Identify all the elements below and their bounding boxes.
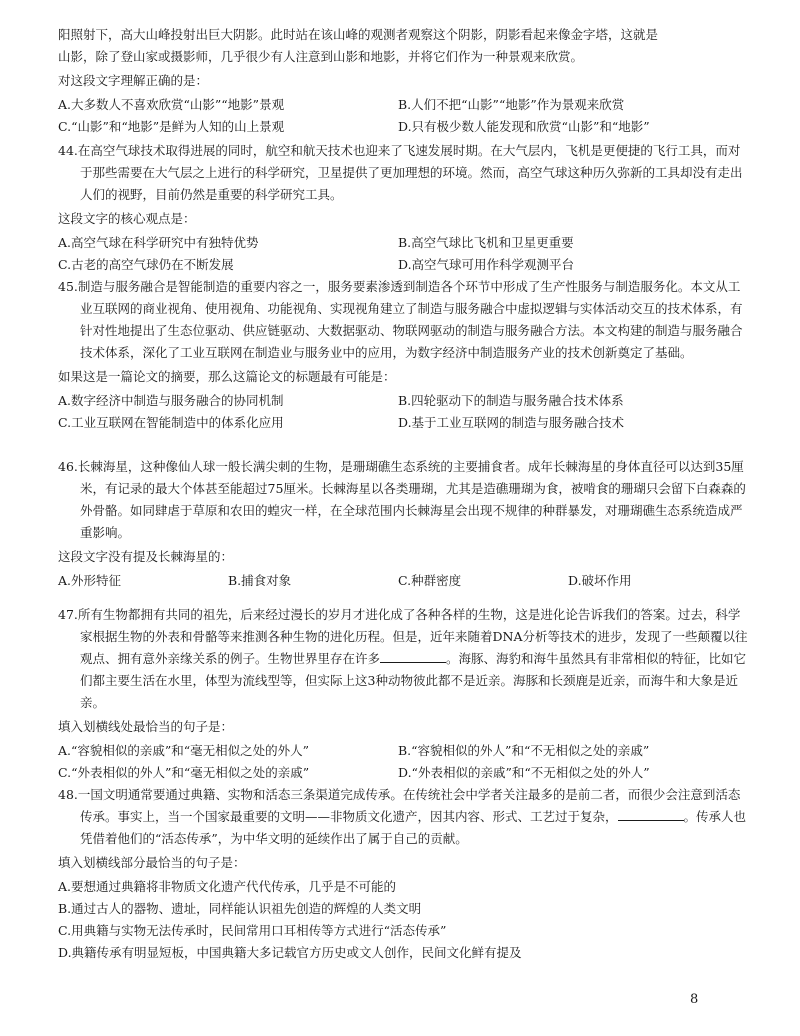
- question-stem: 46.长棘海星，这种像仙人球一般长满尖刺的生物，是珊瑚礁生态系统的主要捕食者。成年长棘海星的身体直径可以达到35厘米，有记录的最大个体甚至能超过75厘米。长棘海星以各类珊瑚，尤其是造礁珊瑚为食，被啃食的珊瑚只会留下白森森的外骨骼。如同肆虐于草原和农田的蝗灾一样，在全球范围内长棘海星会出现不规律的种群暴发，对珊瑚礁生态系统造成严重影响。: [58, 459, 746, 540]
- option-c[interactable]: C.古老的高空气球仍在不断发展: [58, 257, 234, 272]
- question-prompt: 对这段文字理解正确的是：: [58, 73, 209, 88]
- option-c[interactable]: C.“外表相似的外人”和“毫无相似之处的亲戚”: [58, 765, 310, 780]
- answer-options: [58, 572, 748, 590]
- question-prompt: 这段文字的核心观点是：: [58, 211, 196, 226]
- option-b[interactable]: B.捕食对象: [228, 573, 292, 588]
- fill-blank: [618, 808, 684, 821]
- option-b[interactable]: B.通过古人的器物、遗址，同样能认识祖先创造的辉煌的人类文明: [58, 901, 422, 916]
- question-prompt: 这段文字没有提及长棘海星的：: [58, 549, 234, 564]
- stem-text: 。海豚、海豹和海牛虽然具有非常相似的特征，比如它们都主要生活在水里，体型为流线型等，但实际上这3种动物彼此都不是近亲。海豚和长颈鹿是近亲，而海牛和大象是近亲。: [80, 651, 747, 710]
- question-43-continuation: [58, 24, 748, 136]
- option-b[interactable]: B.四轮驱动下的制造与服务融合技术体系: [398, 393, 624, 408]
- option-c[interactable]: C.工业互联网在智能制造中的体系化应用: [58, 415, 284, 430]
- question-stem: 45.制造与服务融合是智能制造的重要内容之一，服务要素渗透到制造各个环节中形成了生产性服务与制造服务化。本文从工业互联网的商业视角、使用视角、功能视角、实现视角建立了制造与服务融合中虚拟逻辑与实体活动交互的技术体系，有针对性地提出了生态位驱动、供应链驱动、大数据驱动、物联网驱动的制造与服务融合方法。本文构建的制造与服务融合技术体系，深化了工业互联网在制造业与服务业中的应用，为数字经济中制造服务产业的技术创新奠定了基础。: [58, 279, 743, 360]
- question-stem: 44.在高空气球技术取得进展的同时，航空和航天技术也迎来了飞速发展时期。在大气层内，飞机是更便捷的飞行工具，而对于那些需要在大气层之上进行的科学研究，卫星提供了更加理想的环境。然而，高空气球这种历久弥新的工具却没有走出人们的视野，目前仍然是重要的科学研究工具。: [58, 143, 743, 202]
- option-a[interactable]: A.外形特征: [58, 573, 122, 588]
- answer-options: [58, 878, 748, 962]
- option-d[interactable]: D.破坏作用: [568, 573, 632, 588]
- answer-options: [58, 234, 748, 274]
- option-a[interactable]: A.数字经济中制造与服务融合的协同机制: [58, 393, 284, 408]
- option-a[interactable]: A.大多数人不喜欢欣赏“山影”“地影”景观: [58, 97, 285, 112]
- question-prompt: 填入划横线处最恰当的句子是：: [58, 719, 234, 734]
- question-45: [58, 276, 748, 432]
- option-b[interactable]: B.人们不把“山影”“地影”作为景观来欣赏: [398, 97, 625, 112]
- option-a[interactable]: A.要想通过典籍将非物质文化遗产代代传承，几乎是不可能的: [58, 879, 397, 894]
- question-47: [58, 604, 748, 782]
- passage-line: 山影，除了登山家或摄影师，几乎很少有人注意到山影和地影，并将它们作为一种景观来欣赏。: [58, 49, 584, 64]
- question-stem: [58, 604, 748, 714]
- stem-text: 47.所有生物都拥有共同的祖先，后来经过漫长的岁月才进化成了各种各样的生物，这是进化论告诉我们的答案。过去，科学家根据生物的外表和骨骼等来推测各种生物的进化历程。但是，近年来随着DNA分析等技术的进步，发现了一些颠覆以往观点、拥有意外亲缘关系的例子。生物世界里存在许多: [58, 607, 748, 666]
- passage-line: 阳照射下，高大山峰投射出巨大阴影。此时站在该山峰的观测者观察这个阴影，阴影看起来像金字塔，这就是: [58, 27, 659, 42]
- option-b[interactable]: B.“容貌相似的外人”和“不无相似之处的亲戚”: [398, 743, 650, 758]
- option-c[interactable]: C.“山影”和“地影”是鲜为人知的山上景观: [58, 119, 285, 134]
- option-c[interactable]: C.种群密度: [398, 573, 462, 588]
- stem-text: 48.一国文明通常要通过典籍、实物和活态三条渠道完成传承。在传统社会中学者关注最多的是前二者，而很少会注意到活态传承。事实上，当一个国家最重要的文明——非物质文化遗产，因其内容、形式、工艺过于复杂，: [58, 787, 741, 824]
- answer-options: [58, 742, 748, 782]
- option-d[interactable]: D.只有极少数人能发现和欣赏“山影”和“地影”: [398, 119, 650, 134]
- option-d[interactable]: D.基于工业互联网的制造与服务融合技术: [398, 415, 625, 430]
- question-stem: [58, 784, 748, 850]
- option-a[interactable]: A.高空气球在科学研究中有独特优势: [58, 235, 259, 250]
- question-48: [58, 784, 748, 962]
- option-b[interactable]: B.高空气球比飞机和卫星更重要: [398, 235, 574, 250]
- option-c[interactable]: C.用典籍与实物无法传承时，民间常用口耳相传等方式进行“活态传承”: [58, 923, 447, 938]
- question-prompt: 如果这是一篇论文的摘要，那么这篇论文的标题最有可能是：: [58, 369, 396, 384]
- question-prompt: 填入划横线部分最恰当的句子是：: [58, 855, 246, 870]
- stem-text: 。传承人也凭借着他们的“活态传承”，为中华文明的延续作出了属于自己的贡献。: [80, 809, 747, 846]
- option-d[interactable]: D.典籍传承有明显短板，中国典籍大多记载官方历史或文人创作，民间文化鲜有提及: [58, 945, 522, 960]
- answer-options: [58, 96, 748, 136]
- question-44: [58, 140, 748, 274]
- page-number: 8: [690, 992, 699, 1007]
- answer-options: [58, 392, 748, 432]
- option-a[interactable]: A.“容貌相似的亲戚”和“毫无相似之处的外人”: [58, 743, 310, 758]
- option-d[interactable]: D.“外表相似的亲戚”和“不无相似之处的外人”: [398, 765, 650, 780]
- option-d[interactable]: D.高空气球可用作科学观测平台: [398, 257, 575, 272]
- fill-blank: [380, 650, 446, 663]
- question-46: [58, 456, 748, 590]
